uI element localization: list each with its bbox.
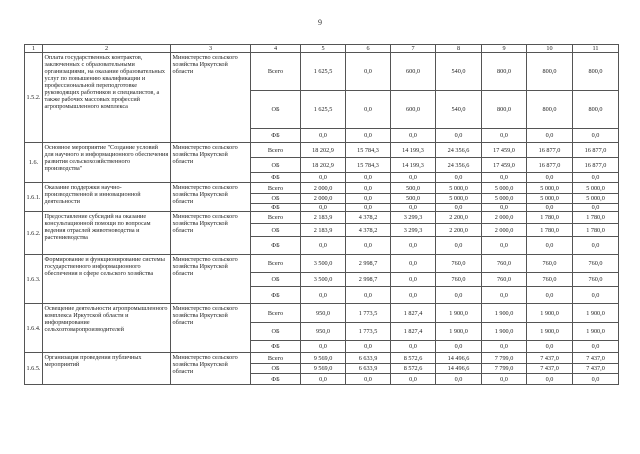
funding-source: ОБ [251,224,301,237]
amount-cell: 9 569,0 [301,353,346,364]
amount-cell: 1 900,0 [573,323,619,341]
budget-table [24,44,619,385]
funding-source: ОБ [251,158,301,173]
amount-cell: 500,0 [391,183,436,194]
amount-cell: 0,0 [391,341,436,353]
amount-cell: 3 500,0 [301,273,346,287]
funding-source: ФБ [251,173,301,183]
amount-cell: 0,0 [573,129,619,143]
amount-cell: 17 459,0 [482,158,527,173]
amount-cell: 540,0 [436,53,482,91]
header-cell: 2 [43,45,171,53]
amount-cell: 0,0 [436,341,482,353]
amount-cell: 0,0 [573,204,619,212]
table-body [25,45,619,385]
amount-cell: 0,0 [527,129,573,143]
responsible-executor: Министерство сельского хозяйства Иркутской области [171,304,251,353]
amount-cell: 760,0 [527,273,573,287]
amount-cell: 3 299,3 [391,224,436,237]
amount-cell: 16 877,0 [527,158,573,173]
responsible-executor: Министерство сельского хозяйства Иркутской области [171,143,251,183]
measure-name: Предоставление субсидий на оказание консультационной помощи по вопросам ведения отраслей животноводства и растениеводства [43,212,171,255]
amount-cell: 17 459,0 [482,143,527,158]
measure-code: 1.6.4. [25,304,43,353]
header-cell: 6 [346,45,391,53]
amount-cell: 0,0 [391,204,436,212]
amount-cell: 0,0 [391,173,436,183]
amount-cell: 1 625,5 [301,53,346,91]
amount-cell: 7 799,0 [482,353,527,364]
table-row [25,53,619,91]
amount-cell: 1 900,0 [482,323,527,341]
funding-source: ФБ [251,287,301,304]
amount-cell: 0,0 [436,129,482,143]
amount-cell: 0,0 [391,273,436,287]
amount-cell: 14 496,6 [436,364,482,374]
amount-cell: 2 183,9 [301,224,346,237]
amount-cell: 0,0 [482,204,527,212]
amount-cell: 9 569,0 [301,364,346,374]
funding-source: ФБ [251,129,301,143]
funding-source: ФБ [251,374,301,385]
header-cell: 9 [482,45,527,53]
amount-cell: 0,0 [482,237,527,255]
amount-cell: 760,0 [527,255,573,273]
amount-cell: 1 827,4 [391,323,436,341]
responsible-executor: Министерство сельского хозяйства Иркутской области [171,212,251,255]
amount-cell: 7 437,0 [573,353,619,364]
amount-cell: 14 199,3 [391,158,436,173]
measure-code: 1.6.3. [25,255,43,304]
amount-cell: 2 000,0 [301,194,346,204]
amount-cell: 0,0 [301,173,346,183]
amount-cell: 800,0 [573,53,619,91]
amount-cell: 24 356,6 [436,143,482,158]
amount-cell: 8 572,6 [391,364,436,374]
amount-cell: 0,0 [346,173,391,183]
amount-cell: 540,0 [436,91,482,129]
amount-cell: 2 998,7 [346,255,391,273]
amount-cell: 0,0 [527,374,573,385]
amount-cell: 2 000,0 [482,212,527,224]
amount-cell: 0,0 [436,173,482,183]
amount-cell: 0,0 [346,194,391,204]
table-row [25,353,619,364]
amount-cell: 800,0 [482,53,527,91]
amount-cell: 3 500,0 [301,255,346,273]
measure-code: 1.6.1. [25,183,43,212]
amount-cell: 18 202,9 [301,158,346,173]
amount-cell: 950,0 [301,323,346,341]
funding-source: Всего [251,353,301,364]
amount-cell: 760,0 [436,255,482,273]
amount-cell: 6 633,9 [346,353,391,364]
amount-cell: 0,0 [573,287,619,304]
measure-name: Оплата государственных контрактов, заключенных с образовательными организациями, на оказание образовательных услуг по повышению квалификации и профессиональной переподготовке руководящих работников и специалистов, а также рабочих массовых профессий агропромышленного комплекса [43,53,171,143]
measure-code: 1.5.2. [25,53,43,143]
amount-cell: 1 780,0 [573,212,619,224]
amount-cell: 1 773,5 [346,304,391,323]
measure-code: 1.6.5. [25,353,43,385]
amount-cell: 2 000,0 [301,183,346,194]
funding-source: ОБ [251,323,301,341]
amount-cell: 2 183,9 [301,212,346,224]
funding-source: Всего [251,304,301,323]
funding-source: ФБ [251,341,301,353]
amount-cell: 0,0 [301,287,346,304]
amount-cell: 500,0 [391,194,436,204]
amount-cell: 1 827,4 [391,304,436,323]
funding-source: ОБ [251,273,301,287]
amount-cell: 5 000,0 [573,183,619,194]
table-row [25,255,619,273]
amount-cell: 600,0 [391,53,436,91]
amount-cell: 800,0 [573,91,619,129]
amount-cell: 0,0 [436,237,482,255]
header-cell: 8 [436,45,482,53]
column-number-row [25,45,619,53]
table-row [25,304,619,323]
amount-cell: 1 900,0 [527,304,573,323]
amount-cell: 0,0 [391,129,436,143]
amount-cell: 0,0 [301,204,346,212]
amount-cell: 6 633,9 [346,364,391,374]
amount-cell: 0,0 [301,341,346,353]
header-cell: 11 [573,45,619,53]
amount-cell: 4 378,2 [346,224,391,237]
table-row [25,143,619,158]
amount-cell: 1 900,0 [436,323,482,341]
amount-cell: 2 200,0 [436,212,482,224]
amount-cell: 760,0 [482,273,527,287]
amount-cell: 16 877,0 [573,158,619,173]
amount-cell: 0,0 [346,204,391,212]
amount-cell: 5 000,0 [527,183,573,194]
responsible-executor: Министерство сельского хозяйства Иркутской области [171,353,251,385]
amount-cell: 600,0 [391,91,436,129]
amount-cell: 16 877,0 [527,143,573,158]
amount-cell: 1 625,5 [301,91,346,129]
amount-cell: 950,0 [301,304,346,323]
funding-source: Всего [251,53,301,91]
table-row [25,183,619,194]
amount-cell: 0,0 [527,237,573,255]
amount-cell: 14 199,3 [391,143,436,158]
funding-source: Всего [251,143,301,158]
amount-cell: 0,0 [391,287,436,304]
amount-cell: 5 000,0 [527,194,573,204]
amount-cell: 0,0 [346,341,391,353]
header-cell: 5 [301,45,346,53]
amount-cell: 800,0 [527,53,573,91]
amount-cell: 1 780,0 [527,212,573,224]
amount-cell: 5 000,0 [436,194,482,204]
header-cell: 10 [527,45,573,53]
measure-name: Оказание поддержки научно-производственной и инновационной деятельности [43,183,171,212]
amount-cell: 15 784,3 [346,143,391,158]
amount-cell: 0,0 [482,341,527,353]
measure-code: 1.6.2. [25,212,43,255]
amount-cell: 1 773,5 [346,323,391,341]
amount-cell: 0,0 [573,173,619,183]
amount-cell: 760,0 [573,255,619,273]
amount-cell: 0,0 [436,287,482,304]
amount-cell: 0,0 [573,237,619,255]
funding-source: Всего [251,183,301,194]
amount-cell: 5 000,0 [436,183,482,194]
page-number: 9 [318,18,322,27]
amount-cell: 1 900,0 [527,323,573,341]
amount-cell: 1 780,0 [527,224,573,237]
amount-cell: 800,0 [527,91,573,129]
amount-cell: 0,0 [346,237,391,255]
amount-cell: 7 437,0 [527,364,573,374]
amount-cell: 16 877,0 [573,143,619,158]
funding-source: ОБ [251,91,301,129]
amount-cell: 0,0 [301,129,346,143]
table-row [25,212,619,224]
funding-source: ФБ [251,204,301,212]
amount-cell: 1 900,0 [436,304,482,323]
amount-cell: 0,0 [346,129,391,143]
amount-cell: 0,0 [391,374,436,385]
amount-cell: 0,0 [573,374,619,385]
amount-cell: 2 200,0 [436,224,482,237]
amount-cell: 760,0 [573,273,619,287]
amount-cell: 0,0 [346,287,391,304]
amount-cell: 0,0 [527,173,573,183]
amount-cell: 0,0 [436,374,482,385]
measure-name: Освещение деятельности агропромышленного комплекса Иркутской области и информирование сельхозтоваропроизводителей [43,304,171,353]
amount-cell: 760,0 [436,273,482,287]
amount-cell: 2 998,7 [346,273,391,287]
amount-cell: 0,0 [482,374,527,385]
funding-source: ОБ [251,194,301,204]
amount-cell: 24 356,6 [436,158,482,173]
amount-cell: 0,0 [482,129,527,143]
amount-cell: 0,0 [346,374,391,385]
responsible-executor: Министерство сельского хозяйства Иркутской области [171,53,251,143]
amount-cell: 3 299,3 [391,212,436,224]
amount-cell: 0,0 [391,255,436,273]
measure-code: 1.6. [25,143,43,183]
amount-cell: 0,0 [301,374,346,385]
amount-cell: 8 572,6 [391,353,436,364]
amount-cell: 7 437,0 [573,364,619,374]
amount-cell: 0,0 [391,237,436,255]
funding-source: Всего [251,212,301,224]
amount-cell: 1 780,0 [573,224,619,237]
funding-source: Всего [251,255,301,273]
amount-cell: 0,0 [301,237,346,255]
amount-cell: 0,0 [436,204,482,212]
amount-cell: 5 000,0 [482,194,527,204]
measure-name: Формирование и функционирование системы государственного информационного обеспечения в сфере сельского хозяйства [43,255,171,304]
amount-cell: 800,0 [482,91,527,129]
amount-cell: 0,0 [527,341,573,353]
amount-cell: 0,0 [482,287,527,304]
amount-cell: 2 000,0 [482,224,527,237]
funding-source: ОБ [251,364,301,374]
amount-cell: 5 000,0 [482,183,527,194]
amount-cell: 0,0 [346,53,391,91]
header-cell: 4 [251,45,301,53]
amount-cell: 7 437,0 [527,353,573,364]
responsible-executor: Министерство сельского хозяйства Иркутской области [171,183,251,212]
amount-cell: 14 496,6 [436,353,482,364]
amount-cell: 0,0 [346,91,391,129]
amount-cell: 760,0 [482,255,527,273]
measure-name: Основное мероприятие "Создание условий для научного и информационного обеспечения развития сельскохозяйственного производства" [43,143,171,183]
amount-cell: 0,0 [482,173,527,183]
amount-cell: 1 900,0 [482,304,527,323]
header-cell: 1 [25,45,43,53]
measure-name: Организация проведения публичных мероприятий [43,353,171,385]
amount-cell: 5 000,0 [573,194,619,204]
amount-cell: 18 202,9 [301,143,346,158]
amount-cell: 0,0 [573,341,619,353]
header-cell: 7 [391,45,436,53]
amount-cell: 7 799,0 [482,364,527,374]
amount-cell: 4 378,2 [346,212,391,224]
amount-cell: 15 784,3 [346,158,391,173]
responsible-executor: Министерство сельского хозяйства Иркутской области [171,255,251,304]
header-cell: 3 [171,45,251,53]
amount-cell: 0,0 [527,287,573,304]
funding-source: ФБ [251,237,301,255]
amount-cell: 0,0 [346,183,391,194]
amount-cell: 0,0 [527,204,573,212]
amount-cell: 1 900,0 [573,304,619,323]
